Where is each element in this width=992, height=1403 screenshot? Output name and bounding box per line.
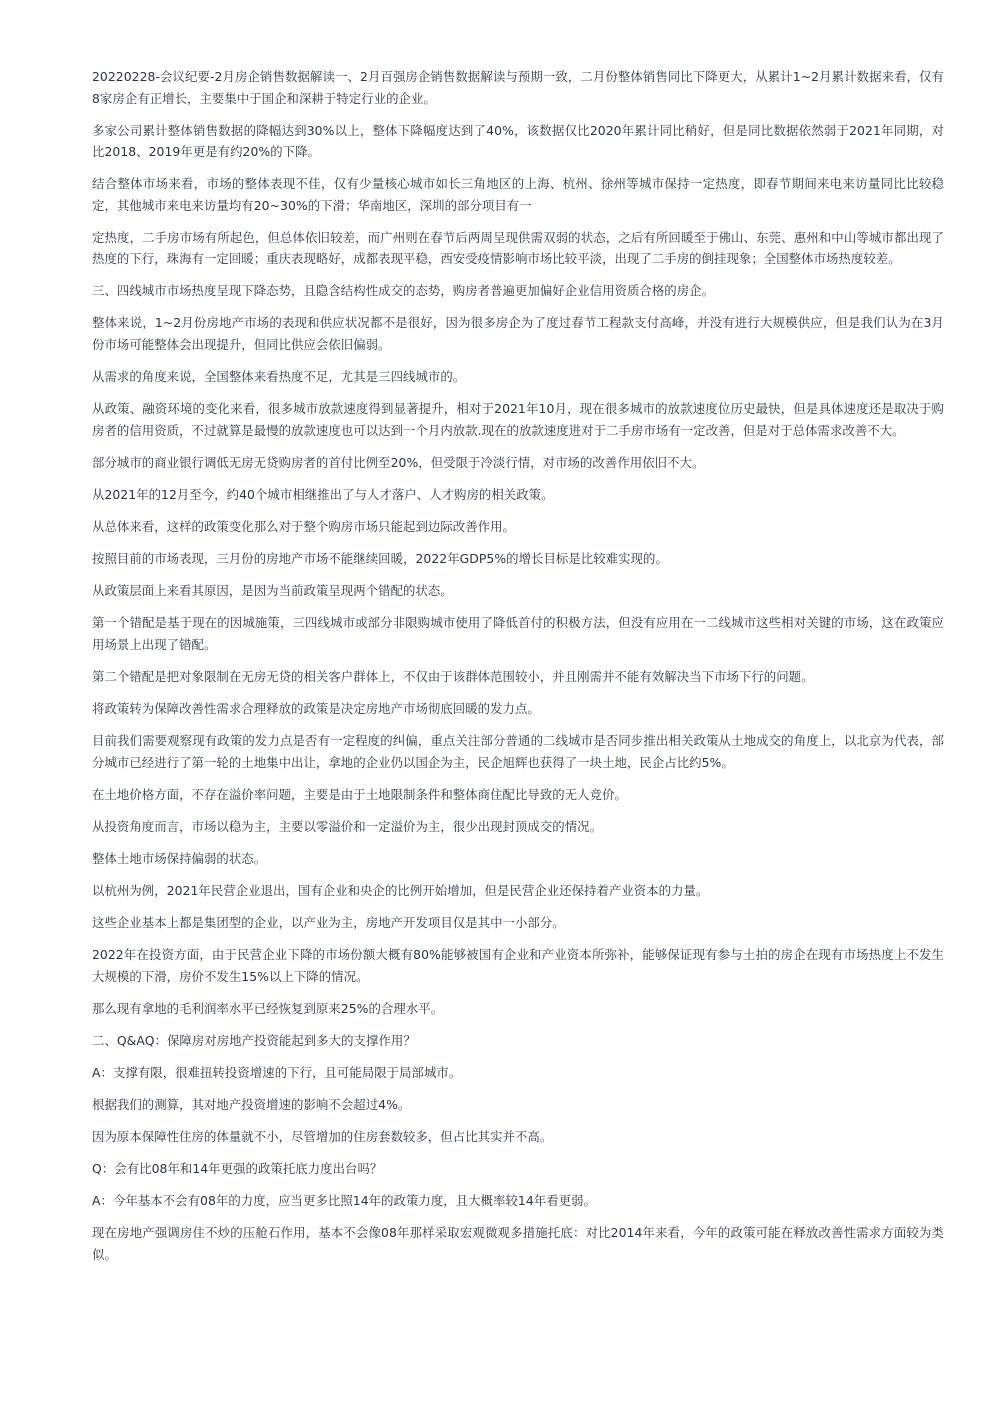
paragraph: 20220228-会议纪要-2月房企销售数据解读一、2月百强房企销售数据解读与预期一致，二月份整体销售同比下降更大，从累计1~2月累计数据来看，仅有8家房企有正增长，主要集中于国企和深耕于特定行业的企业。 <box>92 69 944 106</box>
section-heading: 二、Q&AQ：保障房对房地产投资能起到多大的支撑作用？ <box>92 1032 416 1048</box>
document-body <box>92 66 944 1276</box>
paragraph: 部分城市的商业银行调低无房无贷购房者的首付比例至20%，但受限于冷淡行情，对市场的改善作用依旧不大。 <box>92 454 705 470</box>
paragraph: 结合整体市场来看，市场的整体表现不佳，仅有少量核心城市如长三角地区的上海、杭州、徐州等城市保持一定热度，即春节期间来电来访量同比比较稳定，其他城市来电来访量均有20~30%的下滑；华南地区，深圳的部分项目有一 <box>92 176 944 213</box>
paragraph: 从需求的角度来说，全国整体来看热度不足，尤其是三四线城市的。 <box>92 369 466 385</box>
question-paragraph: Q：会有比08年和14年更强的政策托底力度出台吗？ <box>92 1161 383 1177</box>
paragraph: 多家公司累计整体销售数据的降幅达到30%以上，整体下降幅度达到了40%，该数据仅比2020年累计同比稍好，但是同比数据依然弱于2021年同期，对比2018、2019年更是有约20%的下降。 <box>92 122 944 160</box>
paragraph: 那么现有拿地的毛利润率水平已经恢复到原来25%的合理水平。 <box>92 1000 444 1016</box>
paragraph: 根据我们的测算，其对地产投资增速的影响不会超过4%。 <box>92 1096 411 1112</box>
paragraph: 从2021年的12月至今，约40个城市相继推出了与人才落户、人才购房的相关政策。 <box>92 486 554 502</box>
paragraph: 目前我们需要观察现有政策的发力点是否有一定程度的纠偏，重点关注部分普通的二线城市是否同步推出相关政策从土地成交的角度上，以北京为代表，部分城市已经进行了第一轮的土地集中出让，拿地的企业仍以国企为主，民企旭辉也获得了一块土地，民企占比约5%。 <box>92 733 944 770</box>
paragraph: 三、四线城市市场热度呈现下降态势，且隐含结构性成交的态势，购房者普遍更加偏好企业信用资质合格的房企。 <box>92 283 715 299</box>
paragraph: 2022年在投资方面，由于民营企业下降的市场份额大概有80%能够被国有企业和产业资本所弥补，能够保证现有参与土拍的房企在现有市场热度上不发生大规模的下滑，房价不发生15%以上下降的情况。 <box>92 947 944 984</box>
paragraph: 按照目前的市场表现，三月份的房地产市场不能继续回暖，2022年GDP5%的增长目标是比较难实现的。 <box>92 551 668 567</box>
paragraph: 因为原本保障性住房的体量就不小，尽管增加的住房套数较多，但占比其实并不高。 <box>92 1129 553 1145</box>
paragraph: 整体土地市场保持偏弱的状态。 <box>92 850 267 866</box>
paragraph: 以杭州为例，2021年民营企业退出，国有企业和央企的比例开始增加，但是民营企业还保持着产业资本的力量。 <box>92 882 709 898</box>
paragraph: 第一个错配是基于现在的因城施策，三四线城市或部分非限购城市使用了降低首付的积极方法，但没有应用在一二线城市这些相对关键的市场，这在政策应用场景上出现了错配。 <box>92 615 944 652</box>
answer-paragraph: A：支撑有限，很难扭转投资增速的下行，且可能局限于局部城市。 <box>92 1064 462 1080</box>
paragraph: 从总体来看，这样的政策变化那么对于整个购房市场只能起到边际改善作用。 <box>92 518 515 534</box>
paragraph: 整体来说，1~2月份房地产市场的表现和供应状况都不是很好，因为很多房企为了度过春节工程款支付高峰，并没有进行大规模供应，但是我们认为在3月份市场可能整体会出现提升，但同比供应会依旧偏弱。 <box>92 315 944 352</box>
paragraph: 将政策转为保障改善性需求合理释放的政策是决定房地产市场彻底回暖的发力点。 <box>92 700 540 716</box>
paragraph: 现在房地产强调房住不炒的压舱石作用，基本不会像08年那样采取宏观微观多措施托底：对比2014年来看，今年的政策可能在释放改善性需求方面较为类似。 <box>92 1225 944 1262</box>
paragraph: 定热度，二手房市场有所起色，但总体依旧较差，而广州则在春节后两周呈现供需双弱的状态，之后有所回暖至于佛山、东莞、惠州和中山等城市都出现了热度的下行，珠海有一定回暖；重庆表现略好，成都表现平稳，西安受疫情影响市场比较平淡，出现了二手房的倒挂现象；全国整体市场热度较差。 <box>92 229 944 267</box>
paragraph: 在土地价格方面，不存在溢价率问题，主要是由于土地限制条件和整体商住配比导致的无人竞价。 <box>92 786 627 802</box>
paragraph: 从政策、融资环境的变化来看，很多城市放款速度得到显著提升，相对于2021年10月，现在很多城市的放款速度位历史最快，但是具体速度还是取决于购房者的信用资质，不过就算是最慢的放款速度也可以达到一个月内放款.现在的放款速度进对于二手房市场有一定改善，但是对于总体需求改善不大。 <box>92 401 944 438</box>
paragraph: 这些企业基本上都是集团型的企业，以产业为主，房地产开发项目仅是其中一小部分。 <box>92 914 565 930</box>
paragraph: 第二个错配是把对象限制在无房无贷的相关客户群体上，不仅由于该群体范围较小，并且刚需并不能有效解决当下市场下行的问题。 <box>92 668 814 684</box>
paragraph: 从政策层面上来看其原因，是因为当前政策呈现两个错配的状态。 <box>92 583 453 599</box>
paragraph: 从投资角度而言，市场以稳为主，主要以零溢价和一定溢价为主，很少出现封顶成交的情况。 <box>92 818 603 834</box>
answer-paragraph: A：今年基本不会有08年的力度，应当更多比照14年的政策力度，且大概率较14年看更弱。 <box>92 1193 596 1209</box>
